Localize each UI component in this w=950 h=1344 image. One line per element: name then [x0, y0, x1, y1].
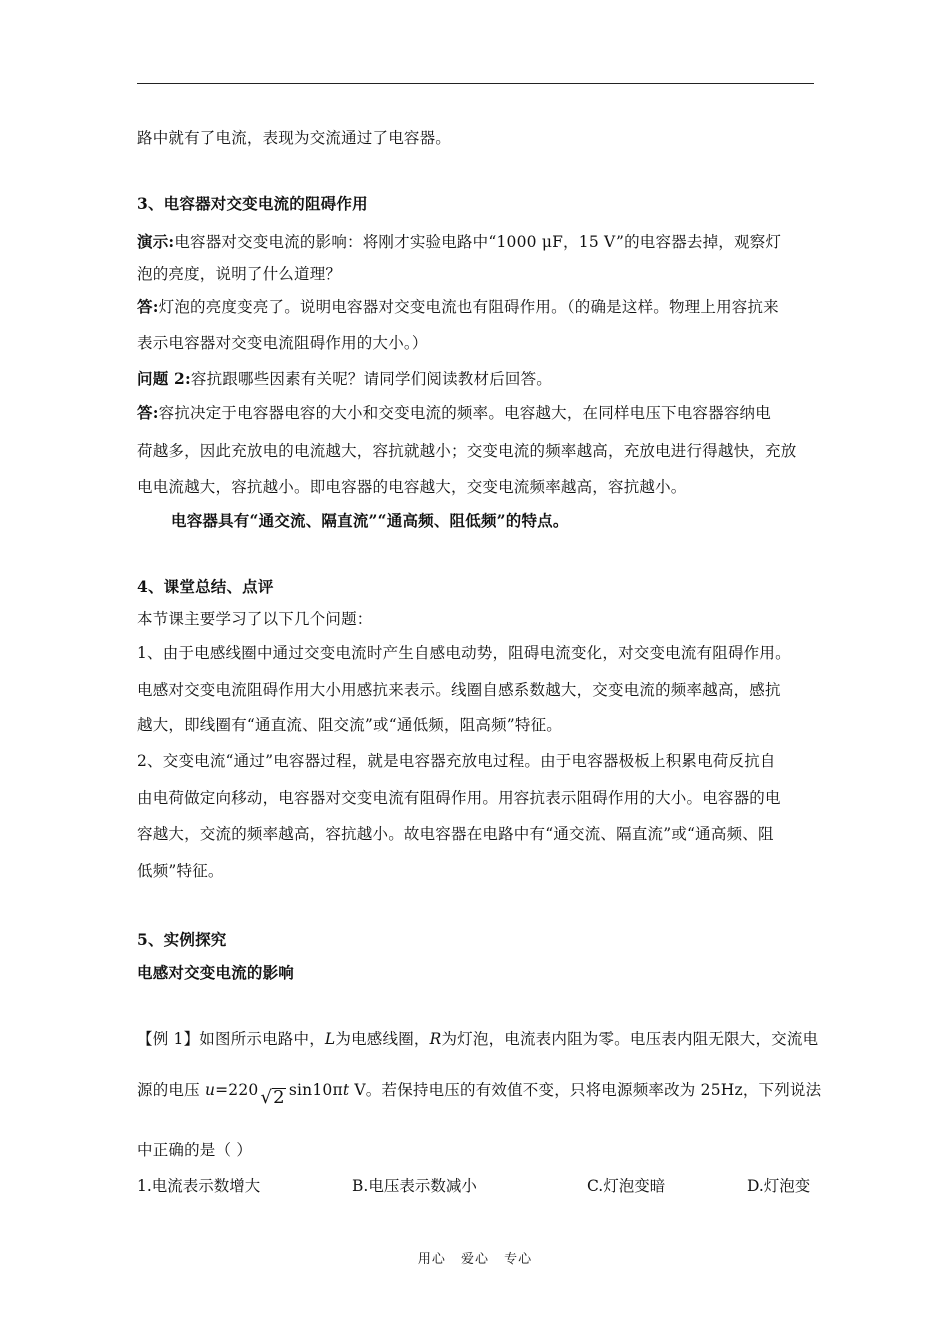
demo-line-2: 泡的亮度，说明了什么道理？: [137, 265, 342, 283]
header-rule: [137, 83, 814, 84]
summary-2-line-4: 低频”特征。: [137, 862, 224, 880]
answer-2-line-2: 荷越多，因此充放电的电流越大，容抗就越小；交变电流的频率越高，充放电进行得越快，充放: [137, 442, 797, 460]
question-text: 容抗跟哪些因素有关呢？请同学们阅读教材后回答。: [190, 370, 553, 388]
example-text: 为电感线圈，: [335, 1030, 430, 1048]
example-text: sin10π: [288, 1081, 343, 1099]
page-footer: 用心 爱心 专心: [417, 1252, 533, 1267]
demo-label: 演示:: [137, 232, 175, 251]
answer-2-line-3: 电电流越大，容抗越小。即电容器的电容越大，交变电流频率越高，容抗越小。: [137, 478, 687, 496]
answer-text: 灯泡的亮度变亮了。说明电容器对交变电流也有阻碍作用。（的确是这样。物理上用容抗来: [158, 298, 779, 316]
example-text: 为灯泡，电流表内阻为零。电压表内阻无限大，交流电: [441, 1030, 819, 1048]
example-line-1: [137, 1029, 818, 1049]
symbol-L: L: [324, 1030, 336, 1048]
subheading-inductance: 电感对交变电流的影响: [137, 963, 295, 982]
demo-line: [137, 232, 781, 252]
summary-2-line-1: 2、交变电流“通过”电容器过程，就是电容器充放电过程。由于电容器极板上积累电荷反抗自: [137, 752, 776, 770]
question-2-line: [137, 369, 552, 389]
root-value: 2: [273, 1087, 285, 1108]
answer-1-line-2: 表示电容器对交变电流阻碍作用的大小。）: [137, 334, 428, 352]
example-text: 源的电压: [137, 1081, 205, 1099]
answer-options: [137, 1174, 817, 1196]
square-root: √2: [260, 1087, 285, 1108]
question-label: 问题 2:: [137, 369, 191, 388]
example-line-3: 中正确的是（ ）: [137, 1141, 253, 1159]
option-a: 1.电流表示数增大: [137, 1177, 261, 1195]
option-b: B.电压表示数减小: [352, 1177, 477, 1195]
symbol-t: t: [342, 1081, 350, 1099]
example-line-2: [137, 1080, 821, 1108]
answer-1-line: [137, 297, 779, 317]
option-c: C.灯泡变暗: [587, 1177, 666, 1195]
example-text: =220: [215, 1081, 259, 1099]
example-text: 【例 1】如图所示电路中，: [137, 1030, 325, 1048]
answer-2-line: [137, 403, 771, 423]
summary-2-line-3: 容越大，交流的频率越高，容抗越小。故电容器在电路中有“通交流、隔直流”或“通高频、阻: [137, 825, 774, 843]
symbol-R: R: [429, 1030, 442, 1048]
summary-1-line-2: 电感对交变电流阻碍作用大小用感抗来表示。线圈自感系数越大，交变电流的频率越高，感抗: [137, 681, 781, 699]
answer-text: 容抗决定于电容器电容的大小和交变电流的频率。电容越大，在同样电压下电容器容纳电: [158, 404, 771, 422]
paragraph-line: 路中就有了电流，表现为交流通过了电容器。: [137, 129, 452, 147]
answer-label: 答:: [137, 297, 159, 316]
symbol-u: u: [204, 1081, 216, 1099]
section-heading-4: 4、课堂总结、点评: [137, 577, 274, 596]
feature-statement: 电容器具有“通交流、隔直流”“通高频、阻低频”的特点。: [171, 511, 569, 530]
summary-2-line-2: 由电荷做定向移动，电容器对交变电流有阻碍作用。用容抗表示阻碍作用的大小。电容器的电: [137, 789, 781, 807]
section-heading-3: 3、电容器对交变电流的阻碍作用: [137, 194, 368, 213]
summary-1-line-1: 1、由于电感线圈中通过交变电流时产生自感电动势，阻碍电流变化，对交变电流有阻碍作用。: [137, 644, 791, 662]
demo-text: 电容器对交变电流的影响：将刚才实验电路中“1000 μF，15 V”的电容器去掉，观察灯: [174, 233, 782, 251]
summary-intro: 本节课主要学习了以下几个问题：: [137, 610, 373, 628]
option-d: D.灯泡变: [747, 1177, 811, 1195]
summary-1-line-3: 越大，即线圈有“通直流、阻交流”或“通低频，阻高频”特征。: [137, 716, 562, 734]
section-heading-5: 5、实例探究: [137, 930, 227, 949]
example-text: V。若保持电压的有效值不变，只将电源频率改为 25Hz，下列说法: [349, 1081, 822, 1099]
answer-label: 答:: [137, 403, 159, 422]
